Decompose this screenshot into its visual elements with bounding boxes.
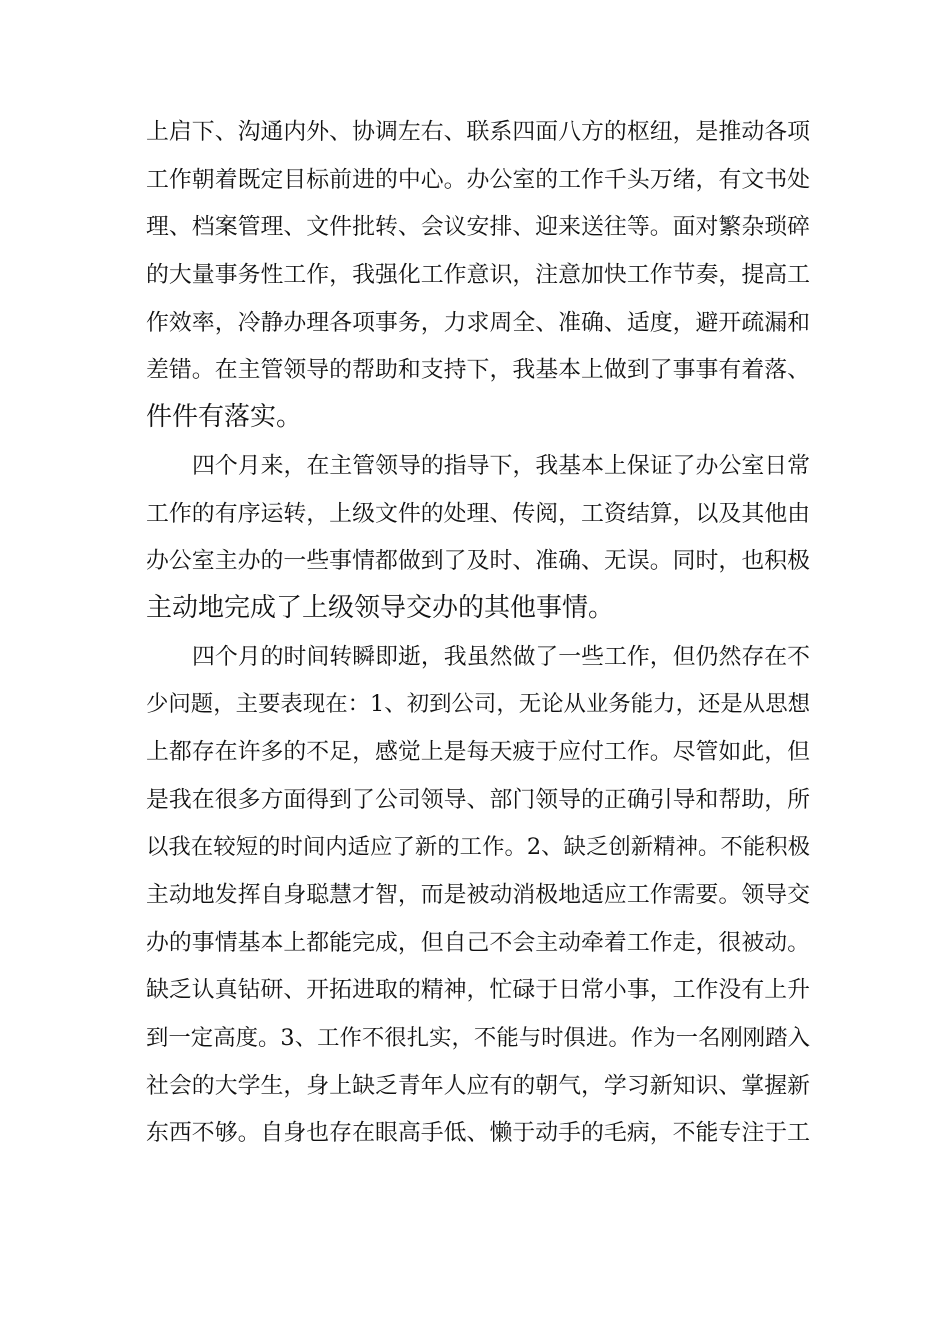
text-line: 上启下、沟通内外、协调左右、联系四面八方的枢纽，是推动各项 [146, 119, 811, 145]
text-line: 以我在较短的时间内适应了新的工作。2、缺乏创新精神。不能积极 [146, 834, 811, 861]
text-line: 到一定高度。3、工作不很扎实，不能与时俱进。作为一名刚刚踏入 [146, 1025, 811, 1052]
document-body [146, 108, 810, 1157]
text-line: 理、档案管理、文件批转、会议安排、迎来送往等。面对繁杂琐碎 [146, 214, 811, 241]
text-line: 办公室主办的一些事情都做到了及时、准确、无误。同时，也积极 [146, 548, 811, 575]
text-line: 主动地完成了上级领导交办的其他事情。 [146, 592, 615, 623]
text-line: 社会的大学生，身上缺乏青年人应有的朝气，学习新知识、掌握新 [146, 1072, 811, 1099]
paragraph-first-line: 四个月来，在主管领导的指导下，我基本上保证了办公室日常 [192, 452, 810, 479]
text-line: 办的事情基本上都能完成，但自己不会主动牵着工作走，很被动。 [146, 929, 811, 956]
text-line: 上都存在许多的不足，感觉上是每天疲于应付工作。尽管如此，但 [146, 738, 811, 765]
text-line: 作效率，冷静办理各项事务，力求周全、准确、适度，避开疏漏和 [146, 309, 811, 336]
text-line: 是我在很多方面得到了公司领导、部门领导的正确引导和帮助，所 [146, 786, 811, 813]
text-line: 主动地发挥自身聪慧才智，而是被动消极地适应工作需要。领导交 [146, 882, 811, 908]
text-line: 缺乏认真钻研、开拓进取的精神，忙碌于日常小事，工作没有上升 [146, 977, 811, 1004]
text-line: 件件有落实。 [146, 402, 303, 433]
text-line: 差错。在主管领导的帮助和支持下，我基本上做到了事事有着落、 [146, 357, 811, 384]
text-line: 少问题，主要表现在：1、初到公司，无论从业务能力，还是从思想 [146, 691, 811, 718]
text-line: 工作朝着既定目标前进的中心。办公室的工作千头万绪，有文书处 [146, 166, 811, 193]
text-line: 的大量事务性工作，我强化工作意识，注意加快工作节奏，提高工 [146, 262, 811, 289]
paragraph-first-line: 四个月的时间转瞬即逝，我虽然做了一些工作，但仍然存在不 [192, 643, 810, 670]
text-line: 东西不够。自身也存在眼高手低、懒于动手的毛病，不能专注于工 [146, 1120, 811, 1147]
text-line: 工作的有序运转，上级文件的处理、传阅，工资结算，以及其他由 [146, 500, 811, 527]
